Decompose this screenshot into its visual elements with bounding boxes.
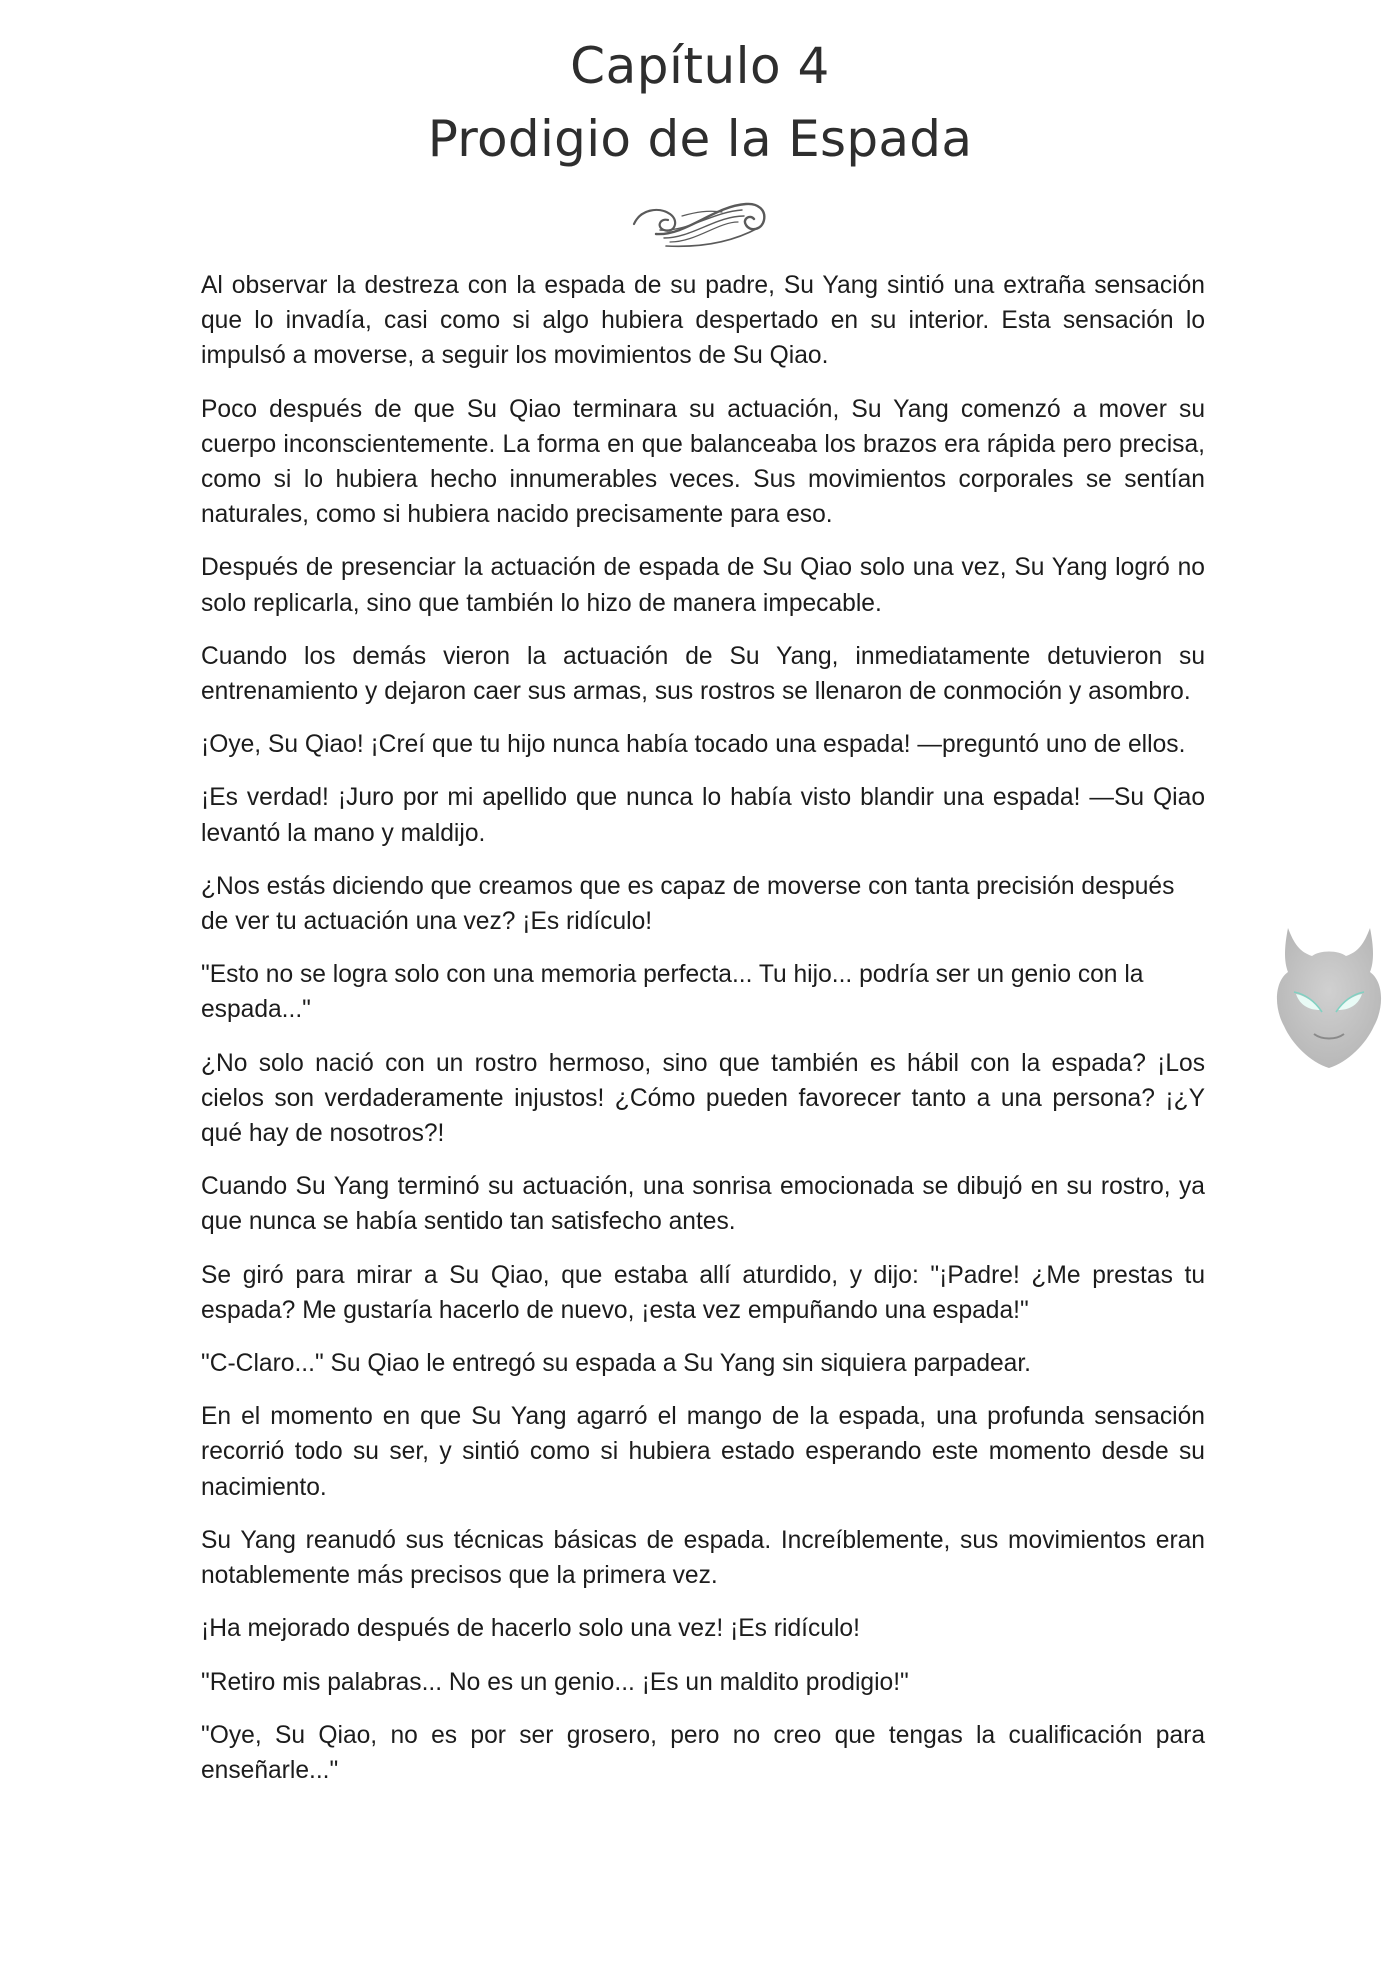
paragraph: Cuando los demás vieron la actuación de Su Yang, inmediatamente detuvieron su entrenamiento y dejaron caer sus armas, sus rostros se llenaron de conmoción y asombro. [201,642,1205,706]
paragraph: Cuando Su Yang terminó su actuación, una sonrisa emocionada se dibujó en su rostro, ya que nunca se había sentido tan satisfecho antes. [201,1173,1205,1236]
paragraph: ¿Nos estás diciendo que creamos que es capaz de moverse con tanta precisión después de ver tu actuación una vez? ¡Es ridículo! [201,872,1175,936]
swirl-flourish-icon [626,192,774,250]
chapter-body [201,268,1205,1806]
paragraph: Al observar la destreza con la espada de su padre, Su Yang sintió una extraña sensación que lo invadía, casi como si algo hubiera despertado en su interior. Esta sensación lo impulsó a moverse, a seguir los movimientos de Su Qiao. [201,272,1205,370]
paragraph: "Esto no se logra solo con una memoria perfecta... Tu hijo... podría ser un genio con la espada..." [201,961,1144,1024]
paragraph: Después de presenciar la actuación de espada de Su Qiao solo una vez, Su Yang logró no solo replicarla, sino que también lo hizo de manera impecable. [201,554,1205,617]
paragraph: ¡Es verdad! ¡Juro por mi apellido que nunca lo había visto blandir una espada! —Su Qiao levantó la mano y maldijo. [201,784,1205,847]
paragraph: Se giró para mirar a Su Qiao, que estaba allí aturdido, y dijo: "¡Padre! ¿Me prestas tu espada? Me gustaría hacerlo de nuevo, ¡esta vez empuñando una espada!" [201,1261,1205,1324]
paragraph: Poco después de que Su Qiao terminara su actuación, Su Yang comenzó a mover su cuerpo inconscientemente. La forma en que balanceaba los brazos era rápida pero precisa, como si lo hubiera hecho innumerables veces. Sus movimientos corporales se sentían naturales, como si hubiera nacido precisamente para eso. [201,395,1205,529]
paragraph: En el momento en que Su Yang agarró el mango de la espada, una profunda sensación recorrió todo su ser, y sintió como si hubiera estado esperando este momento desde su nacimiento. [201,1403,1205,1501]
paragraph: ¡Oye, Su Qiao! ¡Creí que tu hijo nunca había tocado una espada! —preguntó uno de ellos. [201,731,1186,759]
chapter-number: Capítulo 4 [570,37,830,95]
paragraph: ¡Ha mejorado después de hacerlo solo una vez! ¡Es ridículo! [201,1615,860,1643]
chapter-title: Prodigio de la Espada [427,110,973,168]
paragraph: Su Yang reanudó sus técnicas básicas de espada. Increíblemente, sus movimientos eran notablemente más precisos que la primera vez. [201,1526,1205,1590]
demon-head-watermark-icon [1270,922,1388,1072]
paragraph: "C-Claro..." Su Qiao le entregó su espada a Su Yang sin siquiera parpadear. [201,1350,1032,1378]
paragraph: "Oye, Su Qiao, no es por ser grosero, pero no creo que tengas la cualificación para enseñarle..." [201,1721,1205,1784]
paragraph: ¿No solo nació con un rostro hermoso, sino que también es hábil con la espada? ¡Los cielos son verdaderamente injustos! ¿Cómo pueden favorecer tanto a una persona? ¡¿Y qué hay de nosotros?! [201,1049,1205,1148]
paragraph: "Retiro mis palabras... No es un genio... ¡Es un maldito prodigio!" [201,1668,909,1696]
chapter-header [0,30,1400,176]
